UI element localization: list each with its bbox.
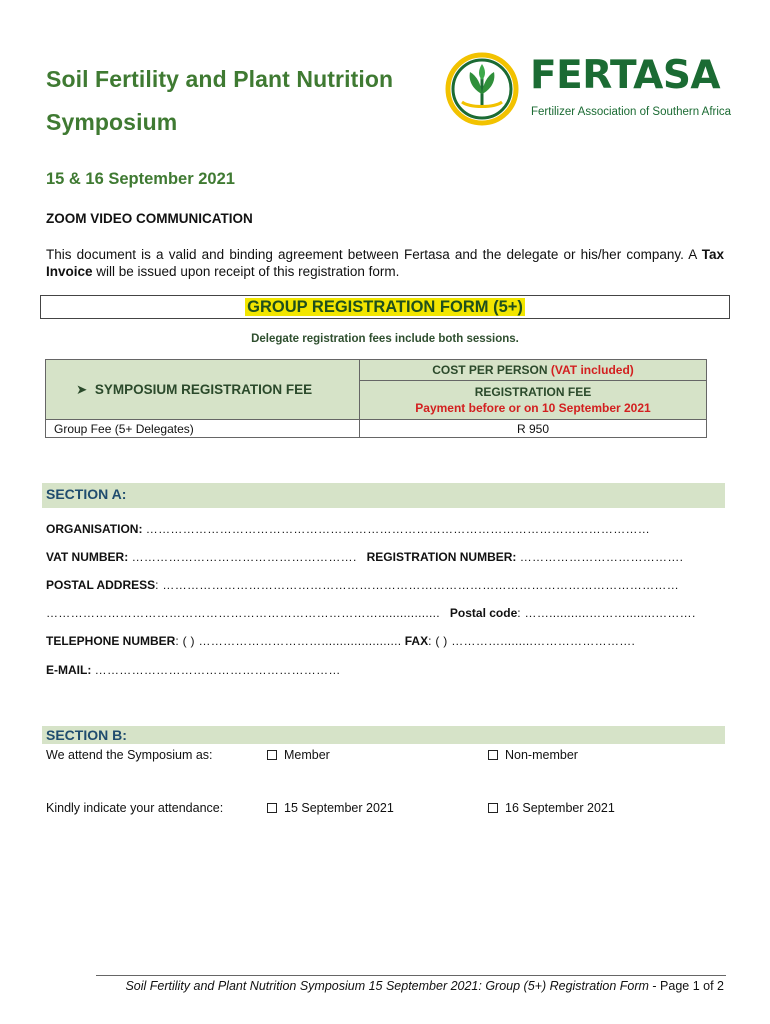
email-label: E-MAIL: (46, 663, 92, 677)
day2-option-label: 16 September 2021 (505, 801, 615, 815)
intro-text-2: will be issued upon receipt of this registration form. (92, 264, 400, 279)
non-member-checkbox[interactable] (488, 750, 498, 760)
member-checkbox[interactable] (267, 750, 277, 760)
fee-table (45, 359, 707, 438)
arrow-bullet-icon: ➤ (76, 381, 88, 397)
meeting-platform: ZOOM VIDEO COMMUNICATION (46, 211, 253, 226)
fax-field[interactable]: : ( ) ………….........……………………. (428, 634, 636, 648)
payment-deadline: Payment before or on 10 September 2021 (415, 401, 651, 415)
footer-page-number: - Page 1 of 2 (648, 979, 724, 993)
page-title-line2: Symposium (46, 109, 178, 135)
cost-header-text: COST PER PERSON (432, 363, 548, 377)
fertasa-logo-emblem-icon (440, 50, 524, 128)
day2-checkbox[interactable] (488, 803, 498, 813)
cost-header-vat: (VAT included) (550, 363, 634, 377)
registration-fee-label: REGISTRATION FEE (474, 385, 592, 399)
vat-field[interactable]: ………………………………………………. (131, 550, 357, 564)
vat-registration-row (46, 550, 724, 564)
form-title: GROUP REGISTRATION FORM (5+) (247, 298, 523, 316)
logo-name: FERTASA (530, 53, 721, 98)
section-a-header: SECTION A: (42, 483, 725, 508)
postal-code-field[interactable]: : ……...........………........………. (517, 606, 696, 620)
attend-as-label: We attend the Symposium as: (46, 748, 213, 762)
intro-tax-invoice: Tax Invoice (46, 247, 724, 279)
email-row (46, 663, 724, 677)
postal-code-label: Postal code (449, 606, 518, 620)
footer-text: Soil Fertility and Plant Nutrition Symposium 15 September 2021: Group (5+) Registration Form (125, 979, 649, 993)
logo-subtitle: Fertilizer Association of Southern Africa (531, 106, 732, 118)
fee-row-label-cell (46, 360, 360, 420)
organisation-label: ORGANISATION: (46, 522, 143, 536)
day1-option-label: 15 September 2021 (284, 801, 394, 815)
intro-paragraph (46, 246, 724, 280)
day1-option[interactable] (267, 801, 394, 815)
registration-fee-cell (360, 381, 707, 420)
registration-number-label: REGISTRATION NUMBER: (366, 550, 517, 564)
day1-checkbox[interactable] (267, 803, 277, 813)
organisation-row (46, 522, 724, 536)
attendance-label: Kindly indicate your attendance: (46, 801, 224, 815)
postal-address-row (46, 578, 724, 592)
postal-address-line2-field[interactable]: ………………………………………………………………………................. (46, 606, 440, 620)
member-option[interactable] (267, 748, 330, 762)
telephone-label: TELEPHONE NUMBER (46, 634, 176, 648)
non-member-option-label: Non-member (505, 748, 578, 762)
fee-row-label: SYMPOSIUM REGISTRATION FEE (94, 381, 313, 397)
organisation-field[interactable]: …………………………………………………………………………………………………………… (145, 522, 651, 536)
telephone-fax-row (46, 634, 724, 648)
telephone-field[interactable]: : ( ) …………………………...................... (175, 634, 402, 648)
page-title-line1: Soil Fertility and Plant Nutrition (46, 66, 394, 92)
registration-number-field[interactable]: …………………………………. (519, 550, 684, 564)
fee-note: Delegate registration fees include both sessions. (251, 333, 519, 345)
member-option-label: Member (284, 748, 330, 762)
postal-address-field[interactable]: : ……………………………………………………………………………………………………………… (155, 578, 679, 592)
fax-label: FAX (404, 634, 429, 648)
day2-option[interactable] (488, 801, 615, 815)
group-fee-label: Group Fee (5+ Delegates) (46, 420, 360, 438)
vat-label: VAT NUMBER: (46, 550, 129, 564)
intro-text-1: This document is a valid and binding agreement between Fertasa and the delegate or his/her company. A (46, 247, 702, 262)
cost-header (360, 360, 707, 381)
section-b-header: SECTION B: (42, 726, 725, 744)
footer-divider (96, 975, 726, 976)
non-member-option[interactable] (488, 748, 578, 762)
email-field[interactable]: …………………………………………………… (94, 663, 341, 677)
postal-address-label: POSTAL ADDRESS (46, 578, 156, 592)
group-fee-price: R 950 (360, 420, 707, 438)
event-dates: 15 & 16 September 2021 (46, 170, 235, 188)
postal-code-row (46, 606, 724, 620)
form-title-box (40, 295, 730, 319)
page-footer (96, 979, 724, 993)
